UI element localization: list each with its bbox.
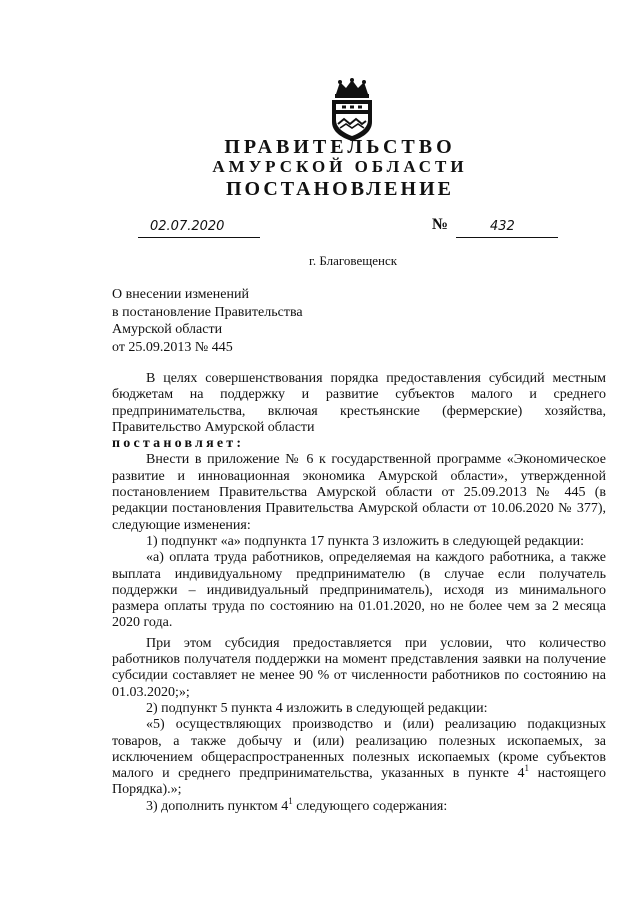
paragraph-item-1-text: «а) оплата труда работников, определяемая на каждого работника, а также выплата индивидуальному предпринимателю (в случае если получатель поддержки – индивидуальный предприниматель), исходя из минимального размера оплаты труда по состоянию на 01.01.2020, но не более чем за 2 месяца 2020 года. (112, 550, 606, 631)
intro-paragraph: В целях совершенствования порядка предоставления субсидий местным бюджетам на поддержку и развитие субъектов малого и среднего предпринимательства, включая крестьянские (фермерские) хозяйства, Правительство Амурской области (112, 371, 606, 435)
document-number: 432 (456, 218, 558, 238)
item-3-text-end: следующего содержания: (296, 798, 448, 814)
item-3-text-start: 3) дополнить пунктом (146, 798, 278, 814)
region-title: АМУРСКОЙ ОБЛАСТИ (212, 157, 468, 176)
subject-line: от 25.09.2013 № 445 (112, 339, 233, 355)
city-label: г. Благовещенск (308, 253, 398, 268)
paragraph-amendment: Внести в приложение № 6 к государственной программе «Экономическое развитие и инновационная экономика Амурской области», утвержденной постановлением Правительства Амурской области от 25.09.2013 № 445 (в редакции постановления Правительства Амурской области от 10.06.2020 № 377), следующие изменения: (112, 452, 606, 533)
point-superscript: 1 (288, 795, 293, 806)
resolves-label: постановляет: (112, 436, 245, 452)
paragraph-item-3 (112, 795, 606, 815)
document-body (112, 371, 606, 815)
subject-line: О внесении изменений (112, 287, 249, 302)
document-date: 02.07.2020 (138, 218, 260, 238)
government-title: ПРАВИТЕЛЬСТВО (224, 136, 456, 158)
document-subject (112, 286, 412, 356)
paragraph-item-2-text (112, 717, 606, 798)
point-number: 4 (281, 798, 289, 814)
point-superscript: 1 (524, 763, 529, 774)
item-2-text-end: настоящего Порядка).»; (112, 766, 606, 798)
document-type-title: ПОСТАНОВЛЕНИЕ (226, 178, 454, 200)
subject-line: Амурской области (112, 322, 223, 337)
paragraph-item-1: 1) подпункт «а» подпункта 17 пункта 3 изложить в следующей редакции: (146, 533, 584, 549)
paragraph-item-2: 2) подпункт 5 пункта 4 изложить в следующей редакции: (146, 700, 488, 716)
point-number: 4 (517, 766, 525, 782)
item-2-text-start: «5) осуществляющих производство и (или) реализацию подакцизных товаров, а также добычу и (или) реализацию полезных ископаемых, за исключением общераспространенных полезных ископаемых (кроме субъектов малого и среднего предпринимательства, указанных в пункте (112, 717, 606, 782)
subject-line: в постановление Правительства (112, 304, 303, 320)
number-sign: № (432, 216, 449, 233)
coat-of-arms-icon (326, 78, 378, 142)
paragraph-condition: При этом субсидия предоставляется при условии, что количество работников получателя поддержки на момент представления заявки на получение субсидии составляет не менее 90 % от численности работников по состоянию на 01.03.2020;»; (112, 635, 606, 700)
